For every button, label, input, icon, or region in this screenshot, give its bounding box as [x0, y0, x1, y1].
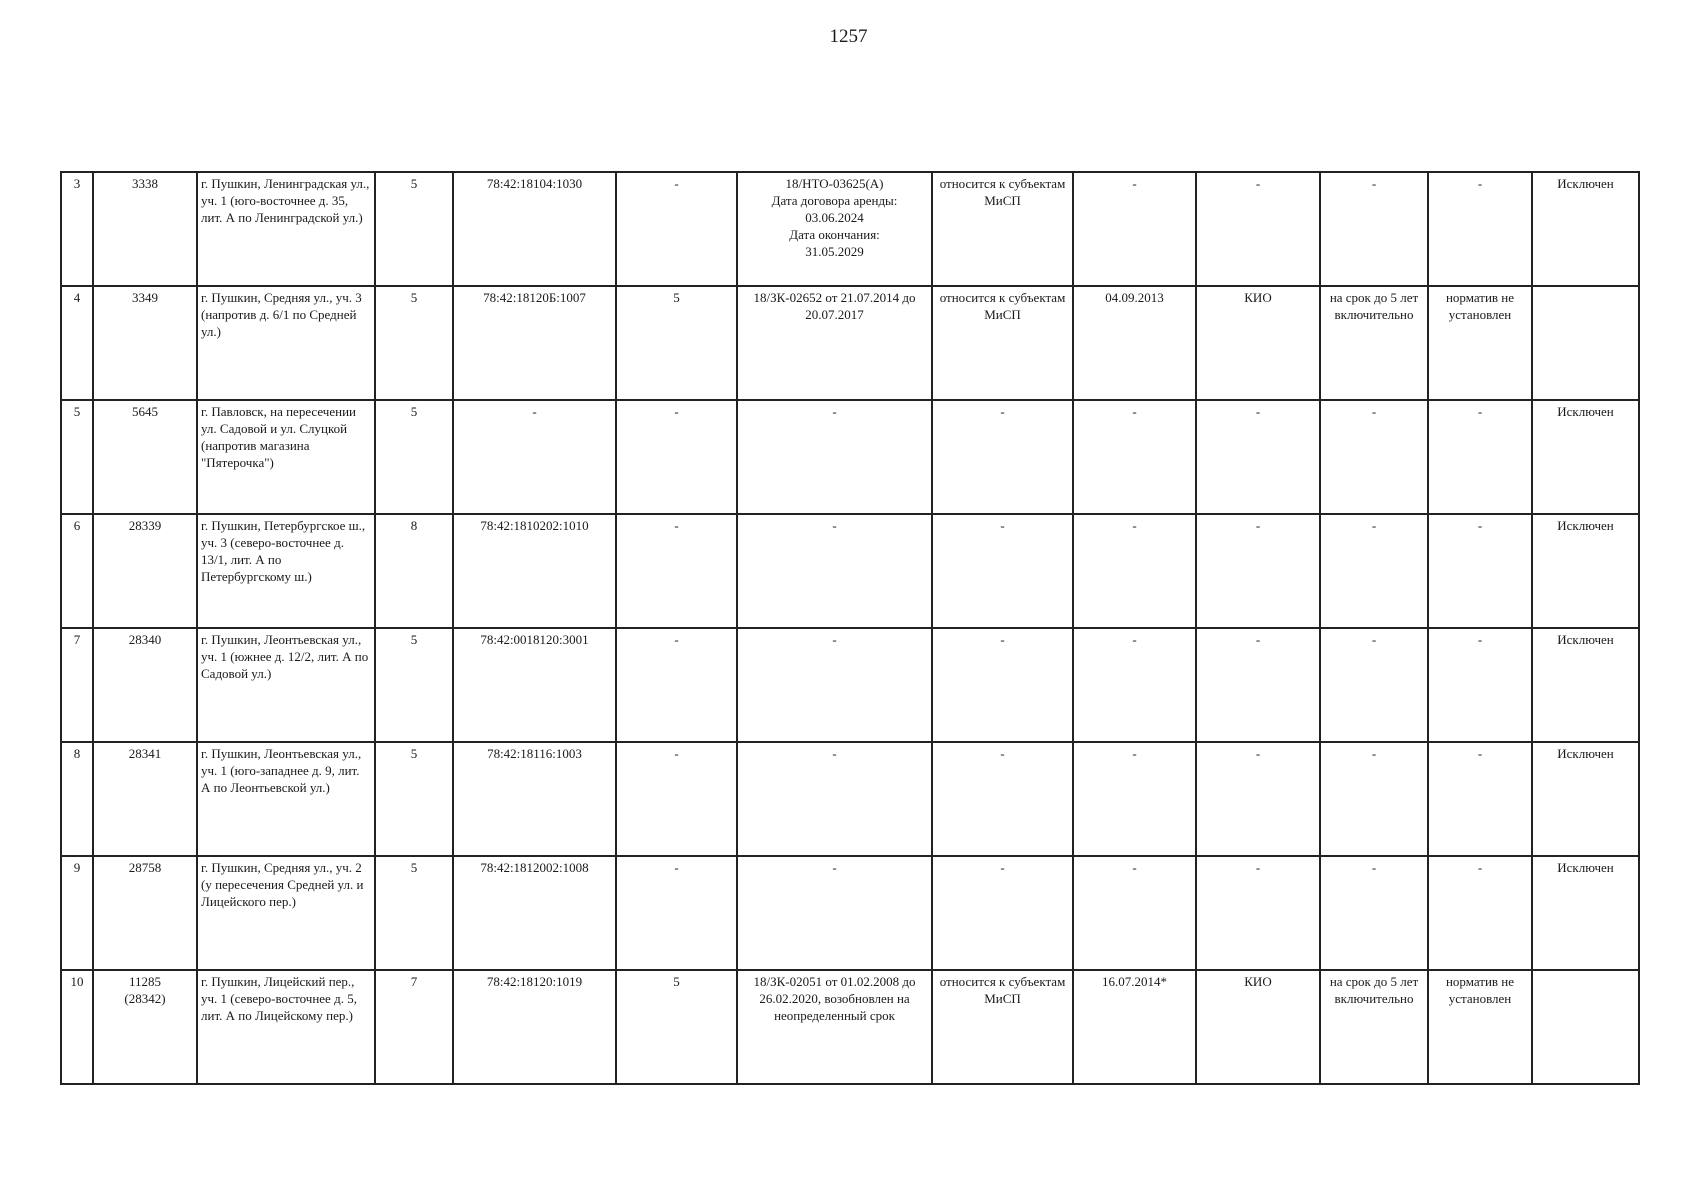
- cell-contract: [737, 514, 932, 628]
- contract-line: 18/ЗК-02652 от 21.07.2014 до 20.07.2017: [753, 290, 916, 322]
- cell-contract: [737, 970, 932, 1084]
- object-id: 5645: [132, 404, 158, 419]
- cell-row-number: 4: [61, 286, 93, 400]
- cell-cadastral-number: 78:42:18120Б:1007: [453, 286, 616, 400]
- cell-contract: [737, 286, 932, 400]
- cell-norm: норматив не установлен: [1428, 286, 1532, 400]
- cell-area: 5: [375, 628, 453, 742]
- contract-line: -: [832, 860, 837, 875]
- cell-column-6: -: [616, 172, 737, 286]
- cell-term: на срок до 5 лет включительно: [1320, 286, 1428, 400]
- cell-category: -: [932, 400, 1073, 514]
- cell-date: 16.07.2014*: [1073, 970, 1196, 1084]
- contract-line: Дата договора аренды:: [771, 193, 898, 208]
- cell-contract: [737, 400, 932, 514]
- cell-cadastral-number: 78:42:0018120:3001: [453, 628, 616, 742]
- cell-column-6: -: [616, 514, 737, 628]
- cell-object-id: [93, 172, 197, 286]
- cell-column-6: -: [616, 628, 737, 742]
- contract-line: 03.06.2024: [805, 210, 864, 225]
- cell-term: -: [1320, 172, 1428, 286]
- cell-norm: -: [1428, 514, 1532, 628]
- cell-norm: -: [1428, 742, 1532, 856]
- cell-row-number: 6: [61, 514, 93, 628]
- cell-date: -: [1073, 856, 1196, 970]
- cell-cadastral-number: 78:42:18120:1019: [453, 970, 616, 1084]
- contract-line: -: [832, 746, 837, 761]
- cell-status: [1532, 970, 1639, 1084]
- table-row: [61, 742, 1639, 856]
- cell-address: г. Пушкин, Леонтьевская ул., уч. 1 (южнее д. 12/2, лит. А по Садовой ул.): [197, 628, 375, 742]
- cell-address: г. Пушкин, Средняя ул., уч. 3 (напротив д. 6/1 по Средней ул.): [197, 286, 375, 400]
- cell-status: Исключен: [1532, 172, 1639, 286]
- cell-organization: КИО: [1196, 970, 1320, 1084]
- cell-area: 5: [375, 742, 453, 856]
- cell-date: -: [1073, 742, 1196, 856]
- cell-term: -: [1320, 514, 1428, 628]
- cell-object-id: [93, 286, 197, 400]
- cell-organization: -: [1196, 400, 1320, 514]
- object-id: 11285: [128, 974, 162, 989]
- cell-object-id: [93, 628, 197, 742]
- cell-status: Исключен: [1532, 856, 1639, 970]
- cell-column-6: -: [616, 742, 737, 856]
- cell-status: Исключен: [1532, 628, 1639, 742]
- object-id: 3349: [132, 290, 158, 305]
- cell-term: -: [1320, 628, 1428, 742]
- cell-organization: -: [1196, 742, 1320, 856]
- object-id: 28340: [128, 632, 162, 647]
- cell-organization: -: [1196, 628, 1320, 742]
- cell-cadastral-number: 78:42:18104:1030: [453, 172, 616, 286]
- cell-date: 04.09.2013: [1073, 286, 1196, 400]
- cell-column-6: 5: [616, 286, 737, 400]
- cell-term: -: [1320, 856, 1428, 970]
- cell-category: относится к субъектам МиСП: [932, 172, 1073, 286]
- cell-organization: -: [1196, 514, 1320, 628]
- page-number: 1257: [829, 26, 868, 47]
- object-id: 28341: [128, 746, 162, 761]
- table-row: [61, 970, 1639, 1084]
- cell-norm: -: [1428, 856, 1532, 970]
- cell-object-id: [93, 514, 197, 628]
- cell-address: г. Пушкин, Лицейский пер., уч. 1 (северо-восточнее д. 5, лит. А по Лицейскому пер.): [197, 970, 375, 1084]
- cell-category: относится к субъектам МиСП: [932, 286, 1073, 400]
- cell-term: -: [1320, 400, 1428, 514]
- cell-organization: КИО: [1196, 286, 1320, 400]
- registry-table: [60, 171, 1640, 1085]
- cell-object-id: [93, 856, 197, 970]
- cell-area: 8: [375, 514, 453, 628]
- contract-line: Дата окончания:: [789, 227, 880, 242]
- contract-line: -: [832, 632, 837, 647]
- cell-address: г. Пушкин, Петербургское ш., уч. 3 (северо-восточнее д. 13/1, лит. А по Петербургскому ш.): [197, 514, 375, 628]
- cell-address: г. Пушкин, Ленинградская ул., уч. 1 (юго-восточнее д. 35, лит. А по Ленинградской ул.): [197, 172, 375, 286]
- cell-row-number: 7: [61, 628, 93, 742]
- cell-category: -: [932, 628, 1073, 742]
- cell-category: -: [932, 742, 1073, 856]
- cell-row-number: 8: [61, 742, 93, 856]
- cell-contract: [737, 628, 932, 742]
- cell-cadastral-number: -: [453, 400, 616, 514]
- cell-norm: -: [1428, 628, 1532, 742]
- cell-cadastral-number: 78:42:1812002:1008: [453, 856, 616, 970]
- table-row: [61, 400, 1639, 514]
- contract-line: -: [832, 404, 837, 419]
- cell-category: -: [932, 514, 1073, 628]
- cell-norm: норматив не установлен: [1428, 970, 1532, 1084]
- cell-address: г. Пушкин, Средняя ул., уч. 2 (у пересечения Средней ул. и Лицейского пер.): [197, 856, 375, 970]
- table-body: [61, 172, 1639, 1084]
- cell-term: на срок до 5 лет включительно: [1320, 970, 1428, 1084]
- object-id: 28758: [128, 860, 162, 875]
- table-row: [61, 514, 1639, 628]
- contract-line: -: [832, 518, 837, 533]
- cell-area: 5: [375, 400, 453, 514]
- object-id: 28339: [128, 518, 162, 533]
- cell-area: 5: [375, 172, 453, 286]
- table-row: [61, 628, 1639, 742]
- table-row: [61, 856, 1639, 970]
- cell-column-6: 5: [616, 970, 737, 1084]
- cell-category: -: [932, 856, 1073, 970]
- cell-date: -: [1073, 514, 1196, 628]
- object-id: 3338: [132, 176, 158, 191]
- cell-cadastral-number: 78:42:1810202:1010: [453, 514, 616, 628]
- cell-column-6: -: [616, 856, 737, 970]
- cell-date: -: [1073, 400, 1196, 514]
- registry-table-container: [60, 171, 1638, 1085]
- cell-category: относится к субъектам МиСП: [932, 970, 1073, 1084]
- cell-row-number: 3: [61, 172, 93, 286]
- cell-contract: [737, 172, 932, 286]
- contract-line: 18/НТО-03625(А): [785, 176, 884, 191]
- cell-norm: -: [1428, 400, 1532, 514]
- cell-area: 5: [375, 856, 453, 970]
- cell-status: Исключен: [1532, 742, 1639, 856]
- cell-area: 7: [375, 970, 453, 1084]
- cell-organization: -: [1196, 856, 1320, 970]
- cell-area: 5: [375, 286, 453, 400]
- cell-norm: -: [1428, 172, 1532, 286]
- cell-row-number: 9: [61, 856, 93, 970]
- cell-cadastral-number: 78:42:18116:1003: [453, 742, 616, 856]
- cell-row-number: 10: [61, 970, 93, 1084]
- cell-object-id: [93, 400, 197, 514]
- cell-address: г. Павловск, на пересечении ул. Садовой и ул. Слуцкой (напротив магазина "Пятерочка"): [197, 400, 375, 514]
- cell-status: Исключен: [1532, 514, 1639, 628]
- cell-contract: [737, 742, 932, 856]
- cell-object-id: [93, 970, 197, 1084]
- cell-date: -: [1073, 172, 1196, 286]
- table-row: [61, 172, 1639, 286]
- cell-organization: -: [1196, 172, 1320, 286]
- object-id-secondary: (28342): [124, 991, 166, 1006]
- cell-status: [1532, 286, 1639, 400]
- contract-line: 18/ЗК-02051 от 01.02.2008 до 26.02.2020, возобновлен на неопределенный срок: [753, 974, 916, 1023]
- cell-term: -: [1320, 742, 1428, 856]
- cell-column-6: -: [616, 400, 737, 514]
- cell-date: -: [1073, 628, 1196, 742]
- table-row: [61, 286, 1639, 400]
- contract-line: 31.05.2029: [805, 244, 864, 259]
- cell-object-id: [93, 742, 197, 856]
- cell-status: Исключен: [1532, 400, 1639, 514]
- cell-address: г. Пушкин, Леонтьевская ул., уч. 1 (юго-западнее д. 9, лит. А по Леонтьевской ул.): [197, 742, 375, 856]
- cell-contract: [737, 856, 932, 970]
- cell-row-number: 5: [61, 400, 93, 514]
